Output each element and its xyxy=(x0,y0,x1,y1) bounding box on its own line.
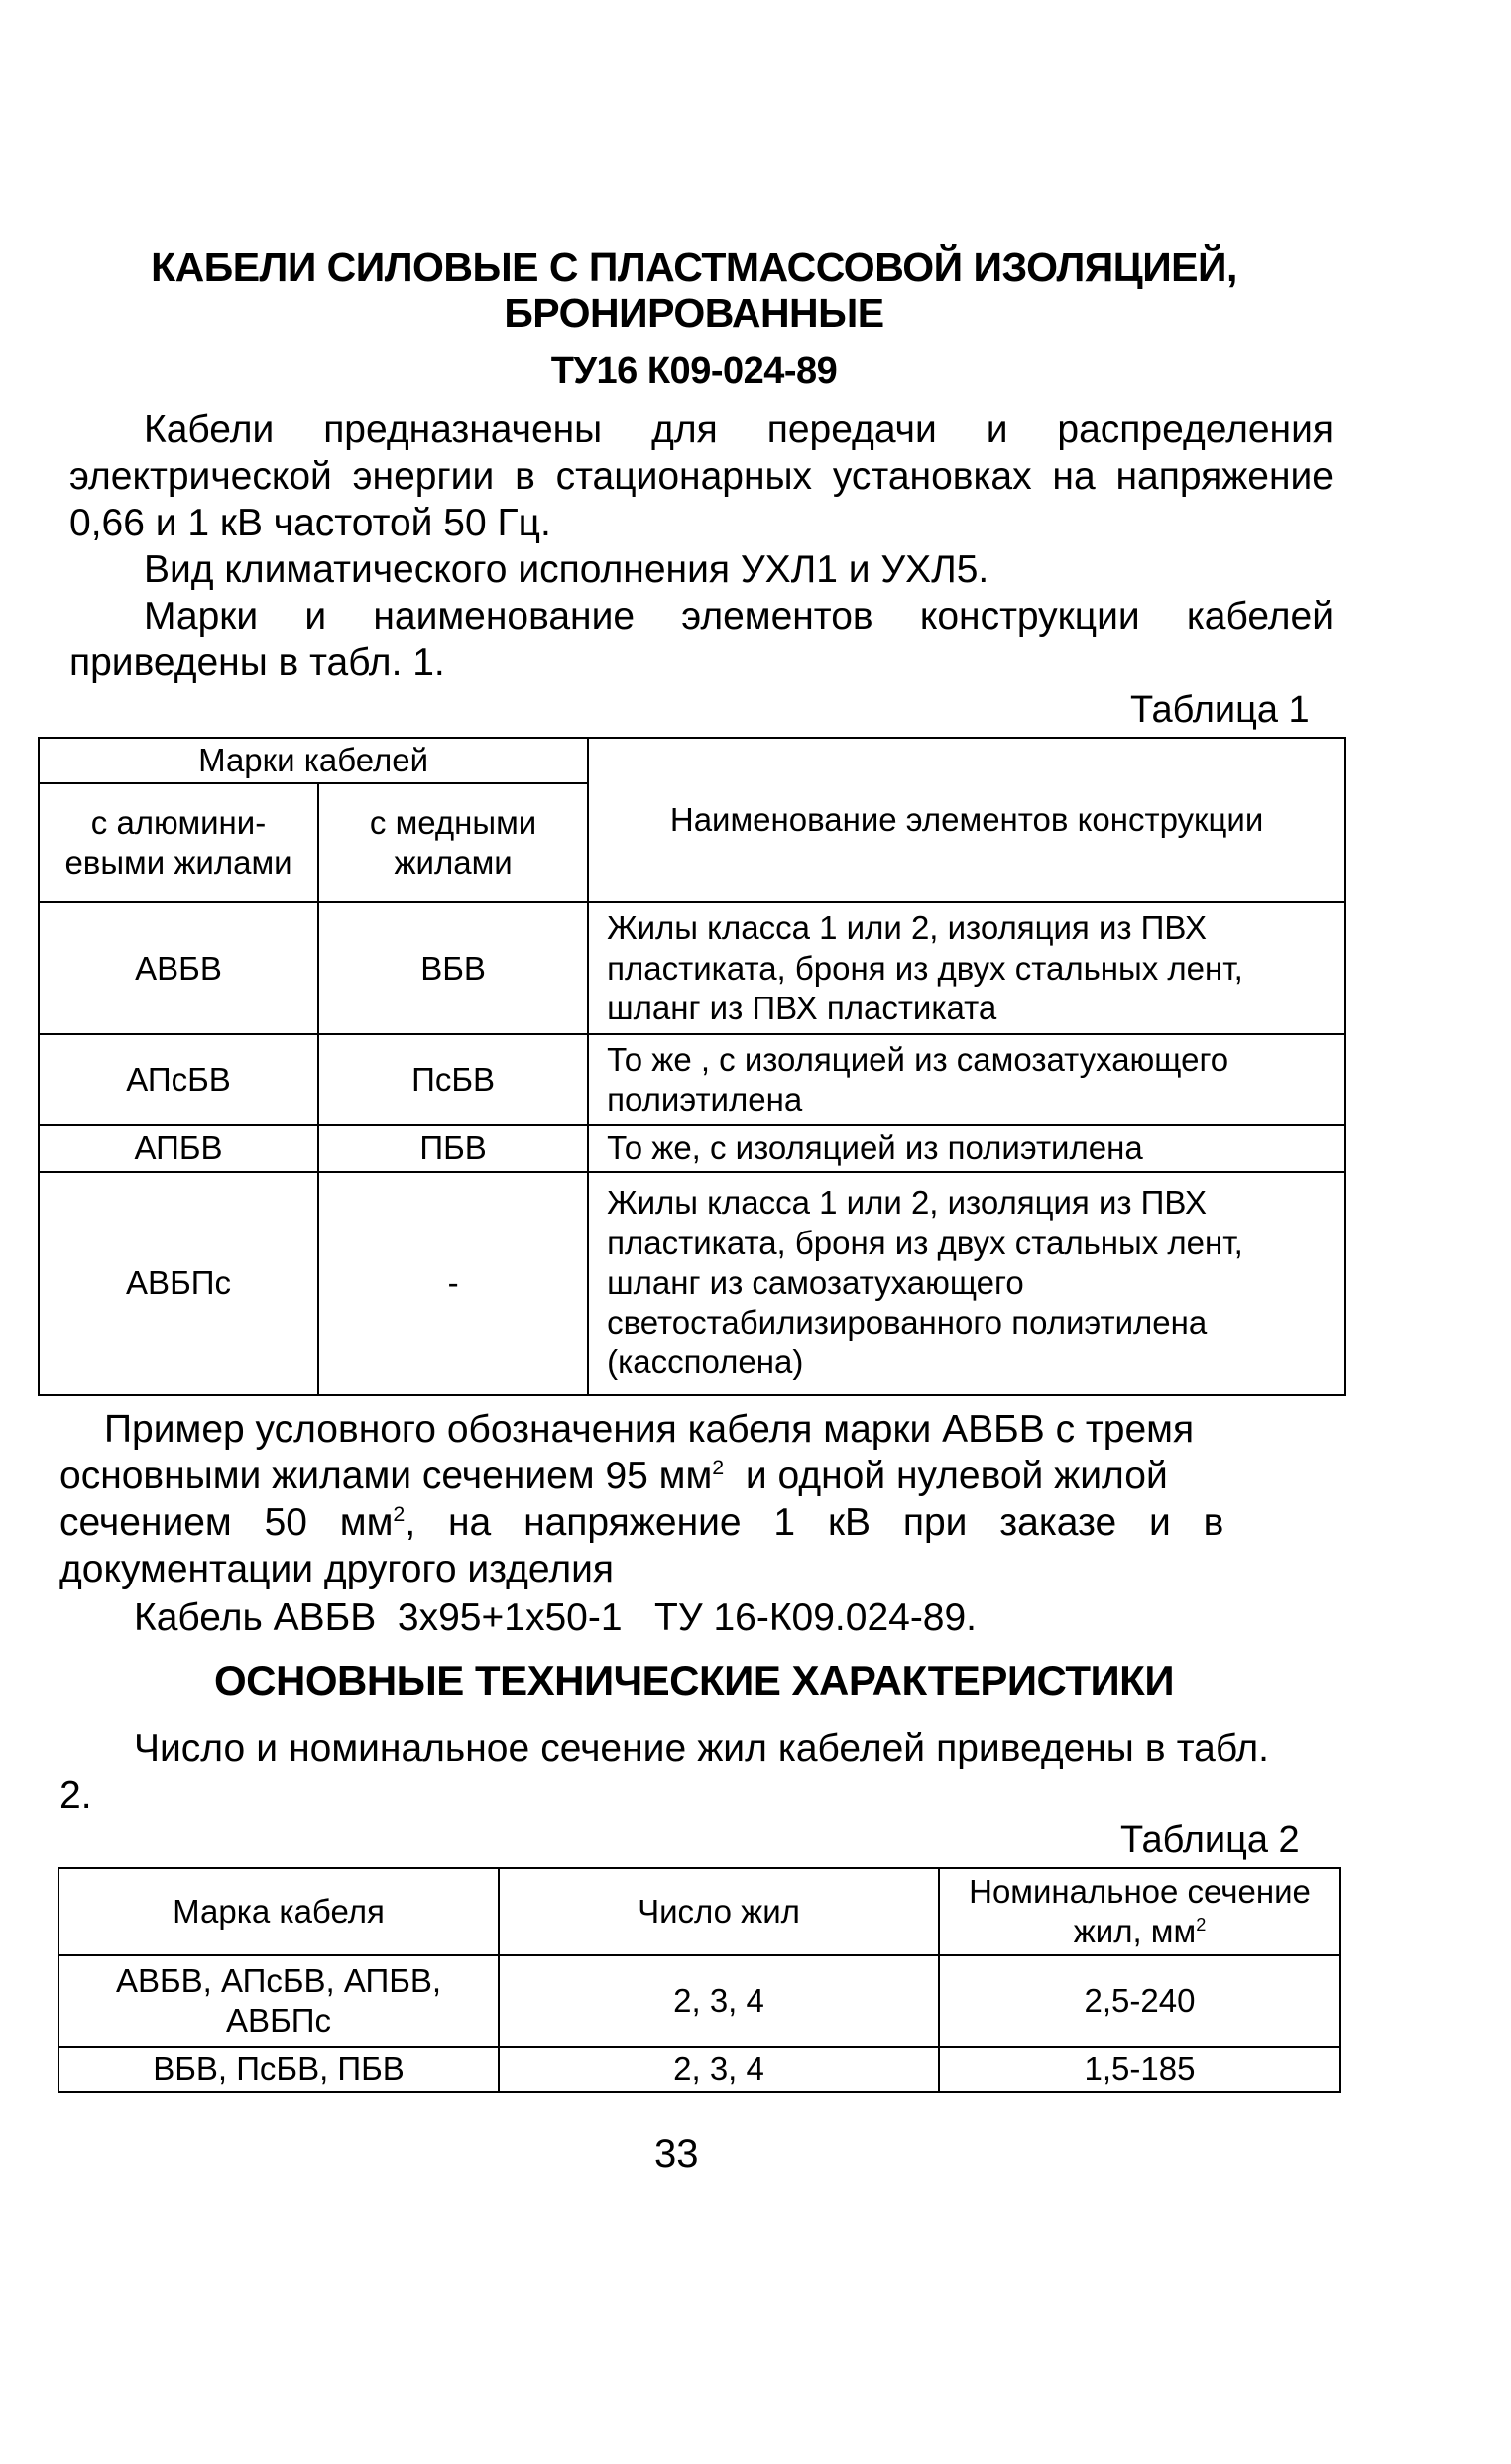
table1-cell-desc: То же , с изоляцией из самозатухающего полиэтилена xyxy=(588,1034,1345,1125)
table1-header-group: Марки кабелей xyxy=(39,738,588,783)
table1-cell-al: АПсБВ xyxy=(39,1034,318,1125)
table-row xyxy=(58,2047,1340,2092)
table1-cell-cu: ВБВ xyxy=(318,902,588,1034)
table1-cell-cu: ПБВ xyxy=(318,1125,588,1171)
table-row xyxy=(39,902,1345,1034)
example-line-1: Пример условного обозначения кабеля марки АВБВ с тремя xyxy=(104,1408,1195,1451)
spec-code: ТУ16 К09-024-89 xyxy=(550,350,838,392)
table2-header-section: Номинальное сечение жил, $мм^2$ xyxy=(939,1868,1340,1955)
main-title-line2: БРОНИРОВАННЫЕ xyxy=(504,291,884,336)
section2-text: Число и номинальное сечение жил кабелей приведены в табл. 2. xyxy=(59,1727,1269,1817)
table1-cell-desc: Жилы класса 1 или 2, изоляция из ПВХ пластиката, броня из двух стальных лент, шланг из самозатухающего светостабилизированного полиэтилена (кассполена) xyxy=(588,1172,1345,1395)
table-row xyxy=(39,1034,1345,1125)
table1-cell-al: АВБПс xyxy=(39,1172,318,1395)
example-line-3: сечением 50 $мм^2$, на напряжение 1 кВ при заказе и в xyxy=(59,1501,1224,1544)
page-number: 33 xyxy=(654,2132,699,2175)
table2-header-mark: Марка кабеля xyxy=(58,1868,499,1955)
example-line-4: документации другого изделия xyxy=(59,1548,614,1590)
table2-cell-section: 2,5-240 xyxy=(939,1955,1340,2047)
table1-cell-cu: ПсБВ xyxy=(318,1034,588,1125)
table-row xyxy=(58,1955,1340,2047)
table1-header-aluminum: с алюмини-евыми жилами xyxy=(39,783,318,902)
intro-paragraph-1: Кабели предназначены для передачи и распределения электрической энергии в стационарных установках на напряжение 0,66 и 1 кВ частотой 50 Гц. xyxy=(69,409,1334,544)
table-row xyxy=(39,1125,1345,1171)
table1-header-name: Наименование элементов конструкции xyxy=(588,738,1345,902)
table1-caption: Таблица 1 xyxy=(1130,689,1310,731)
table1-cell-cu: - xyxy=(318,1172,588,1395)
table2-cell-count: 2, 3, 4 xyxy=(499,1955,939,2047)
main-title-line1: КАБЕЛИ СИЛОВЫЕ С ПЛАСТМАССОВОЙ ИЗОЛЯЦИЕЙ, xyxy=(151,244,1237,290)
intro-paragraph-3: Марки и наименование элементов конструкции кабелей приведены в табл. 1. xyxy=(69,595,1334,684)
table1-cell-al: АПБВ xyxy=(39,1125,318,1171)
table2-caption: Таблица 2 xyxy=(1120,1819,1300,1861)
table1-header-copper: с медными жилами xyxy=(318,783,588,902)
table2-cell-mark: ВБВ, ПсБВ, ПБВ xyxy=(58,2047,499,2092)
section2-heading: ОСНОВНЫЕ ТЕХНИЧЕСКИЕ ХАРАКТЕРИСТИКИ xyxy=(213,1657,1175,1703)
cable-sections-table xyxy=(58,1867,1341,2093)
intro-paragraph-2: Вид климатического исполнения УХЛ1 и УХЛ5. xyxy=(144,548,989,591)
table-row xyxy=(39,1172,1345,1395)
example-designation: Кабель АВБВ 3х95+1х50-1 ТУ 16-К09.024-89. xyxy=(134,1596,978,1639)
table2-cell-section: 1,5-185 xyxy=(939,2047,1340,2092)
cable-types-table xyxy=(38,737,1346,1396)
table2-header-count: Число жил xyxy=(499,1868,939,1955)
table1-cell-al: АВБВ xyxy=(39,902,318,1034)
table2-cell-mark: АВБВ, АПсБВ, АПБВ, АВБПс xyxy=(58,1955,499,2047)
table1-cell-desc: То же, с изоляцией из полиэтилена xyxy=(588,1125,1345,1171)
table1-cell-desc: Жилы класса 1 или 2, изоляция из ПВХ пластиката, броня из двух стальных лент, шланг из ПВХ пластиката xyxy=(588,902,1345,1034)
table2-cell-count: 2, 3, 4 xyxy=(499,2047,939,2092)
example-line-2: основными жилами сечением 95 $мм^2$ и одной нулевой жилой xyxy=(59,1455,1168,1497)
